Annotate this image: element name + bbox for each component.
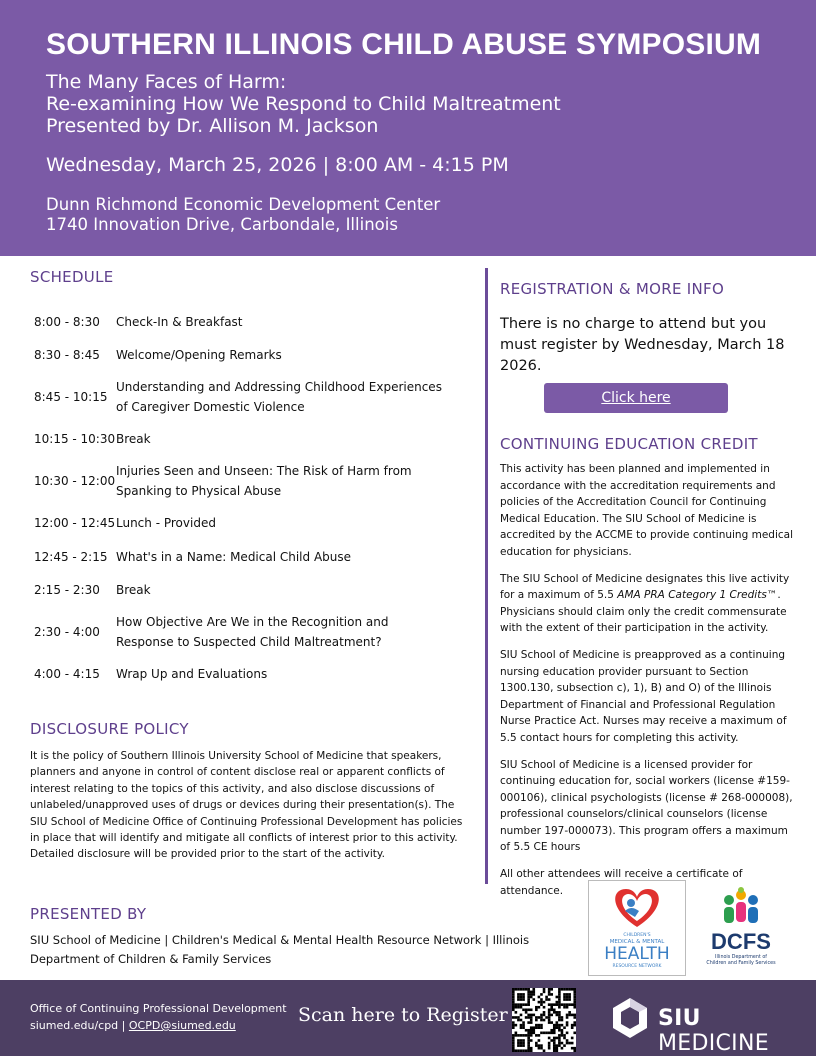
schedule-time: 8:30 - 8:45 <box>34 348 100 362</box>
subtitle-line-3: Presented by Dr. Allison M. Jackson <box>46 115 379 137</box>
schedule-event: Understanding and Addressing Childhood Experiences of Caregiver Domestic Violence <box>116 380 442 414</box>
cmh-logo-mid: MEDICAL & MENTAL <box>609 939 665 945</box>
siu-medicine-logo <box>610 996 800 1056</box>
schedule-time: 12:00 - 12:45 <box>34 516 116 530</box>
schedule-time: 8:00 - 8:30 <box>34 315 100 329</box>
cec-credits-text-end: . Physicians should claim only the credit commensurate with the extent of their participation in the activity. <box>500 589 787 635</box>
subtitle-line-2: Re-examining How We Respond to Child Maltreatment <box>46 93 561 115</box>
siu-wordmark-rest: MEDICINE <box>658 1031 769 1056</box>
schedule-row <box>30 573 470 607</box>
registration-text: There is no charge to attend but you must register by Wednesday, March 18 2026. <box>500 316 785 374</box>
cec-paragraph-licenses: SIU School of Medicine is a licensed provider for continuing education for, social workers (license #159-000106), clinical psychologists (license # 268-000008), professional counselors/clinical counselors (license number 197-000073). This program offers a maximum of 5.5 CE hours <box>500 758 793 854</box>
schedule-event: Welcome/Opening Remarks <box>116 348 282 362</box>
footer-contact <box>30 1017 287 1034</box>
disclosure-section <box>30 720 470 863</box>
footer-separator: | <box>121 1019 126 1032</box>
cmh-logo <box>588 880 686 976</box>
schedule-title: SCHEDULE <box>30 268 114 286</box>
presented-by-title: PRESENTED BY <box>30 905 147 923</box>
location-line-1: Dunn Richmond Economic Development Center <box>46 195 441 214</box>
event-subtitle <box>46 71 816 137</box>
schedule-event: Wrap Up and Evaluations <box>116 667 268 681</box>
schedule-time: 4:00 - 4:15 <box>34 667 100 681</box>
dcfs-logo-line-2: Children and Family Services <box>706 961 776 966</box>
cmh-logo-bottom: RESOURCE NETWORK <box>612 964 662 969</box>
schedule-event: Check-In & Breakfast <box>116 315 243 329</box>
subtitle-line-1: The Many Faces of Harm: <box>46 71 287 93</box>
cec-paragraph-nursing: SIU School of Medicine is preapproved as a continuing nursing education provider pursuant to Section 1300.130, subsection c), 1), B) and O) of the Illinois Department of Financial and Professional Regulation Nurse Practice Act. Nurses may receive a maximum of 5.5 contact hours for completing this activity. <box>500 648 787 744</box>
cec-title: CONTINUING EDUCATION CREDIT <box>500 435 758 453</box>
siu-hexagon-icon <box>610 996 650 1040</box>
location-line-2: 1740 Innovation Drive, Carbondale, Illinois <box>46 215 398 234</box>
schedule-row <box>30 422 470 456</box>
column-divider <box>485 268 488 884</box>
siu-medicine-wordmark <box>658 1006 800 1056</box>
schedule-time: 8:45 - 10:15 <box>34 390 108 404</box>
schedule-time: 10:30 - 12:00 <box>34 474 116 488</box>
schedule-time: 12:45 - 2:15 <box>34 549 108 564</box>
schedule-section <box>30 268 470 691</box>
presented-by-section <box>30 905 570 969</box>
disclosure-text: It is the policy of Southern Illinois University School of Medicine that speakers, planners and anyone in control of content disclose real or apparent conflicts of interest relating to the topics of this activity, and also disclose discussions of unlabeled/unapproved uses of drugs or devices during their presentation(s). The SIU School of Medicine Office of Continuing Professional Development has policies in place that will identify and mitigate all conflicts of interest prior to this activity. Detailed disclosure will be provided prior to the start of the activity. <box>30 750 463 861</box>
schedule-event: Break <box>116 583 151 597</box>
schedule-row <box>30 506 470 540</box>
footer-office <box>30 1000 287 1034</box>
scan-to-register-text: Scan here to Register <box>298 1004 508 1026</box>
schedule-list <box>30 306 470 691</box>
footer-bar <box>0 980 816 1056</box>
schedule-event: What's in a Name: Medical Child Abuse <box>116 549 352 564</box>
dcfs-logo <box>694 880 788 976</box>
event-date: Wednesday, March 25, 2026 | 8:00 AM - 4:15 PM <box>46 154 509 176</box>
cec-paragraph-accme: This activity has been planned and implemented in accordance with the accreditation requirements and policies of the Accreditation Council for Continuing Medical Education. The SIU School of Medicine is accredited by the ACCME to provide continuing medical education for physicians. <box>500 463 793 558</box>
presented-by-text: SIU School of Medicine | Children's Medical & Mental Health Resource Network | Illinois Department of Children & Family Services <box>30 933 530 966</box>
cmh-logo-health: HEALTH <box>604 944 670 964</box>
siu-wordmark-bold: SIU <box>658 1006 701 1031</box>
schedule-time: 2:30 - 4:00 <box>34 625 100 639</box>
schedule-event: How Objective Are We in the Recognition and Response to Suspected Child Maltreatment? <box>116 615 389 649</box>
header-banner <box>0 0 816 256</box>
event-title: SOUTHERN ILLINOIS CHILD ABUSE SYMPOSIUM <box>46 28 762 61</box>
cmh-logo-top: CHILDREN'S <box>623 933 651 938</box>
cec-paragraph-credits <box>500 571 794 637</box>
schedule-row <box>30 540 470 573</box>
schedule-event: Injuries Seen and Unseen: The Risk of Harm from Spanking to Physical Abuse <box>116 464 412 498</box>
schedule-time: 10:15 - 10:30 <box>34 432 116 446</box>
register-button[interactable]: Click here <box>544 383 728 413</box>
schedule-row <box>30 657 470 691</box>
footer-email-link[interactable]: OCPD@siumed.edu <box>128 1019 236 1032</box>
footer-office-name: Office of Continuing Professional Development <box>30 1002 287 1015</box>
schedule-row <box>30 306 470 338</box>
disclosure-title: DISCLOSURE POLICY <box>30 720 189 738</box>
cec-credits-text: The SIU School of Medicine designates this live activity for a maximum of 5.5 <box>500 572 790 602</box>
registration-title: REGISTRATION & MORE INFO <box>500 280 725 298</box>
schedule-event: Lunch - Provided <box>116 516 216 530</box>
schedule-event: Break <box>116 432 151 446</box>
dcfs-logo-name: DCFS <box>711 929 771 954</box>
footer-site-link[interactable]: siumed.edu/cpd <box>30 1019 119 1032</box>
schedule-row <box>30 372 470 422</box>
event-location <box>46 195 816 235</box>
schedule-time: 2:15 - 2:30 <box>34 583 100 597</box>
cec-credits-italic: AMA PRA Category 1 Credits™ <box>617 589 778 602</box>
family-icon <box>724 887 758 923</box>
right-column <box>500 280 794 899</box>
schedule-row <box>30 607 470 657</box>
schedule-row <box>30 456 470 506</box>
qr-code-icon[interactable] <box>512 988 576 1052</box>
cec-paragraph-certificate: All other attendees will receive a certificate of attendance. <box>500 868 743 897</box>
schedule-row <box>30 338 470 372</box>
dcfs-logo-line-1: Illinois Department of <box>715 955 767 960</box>
